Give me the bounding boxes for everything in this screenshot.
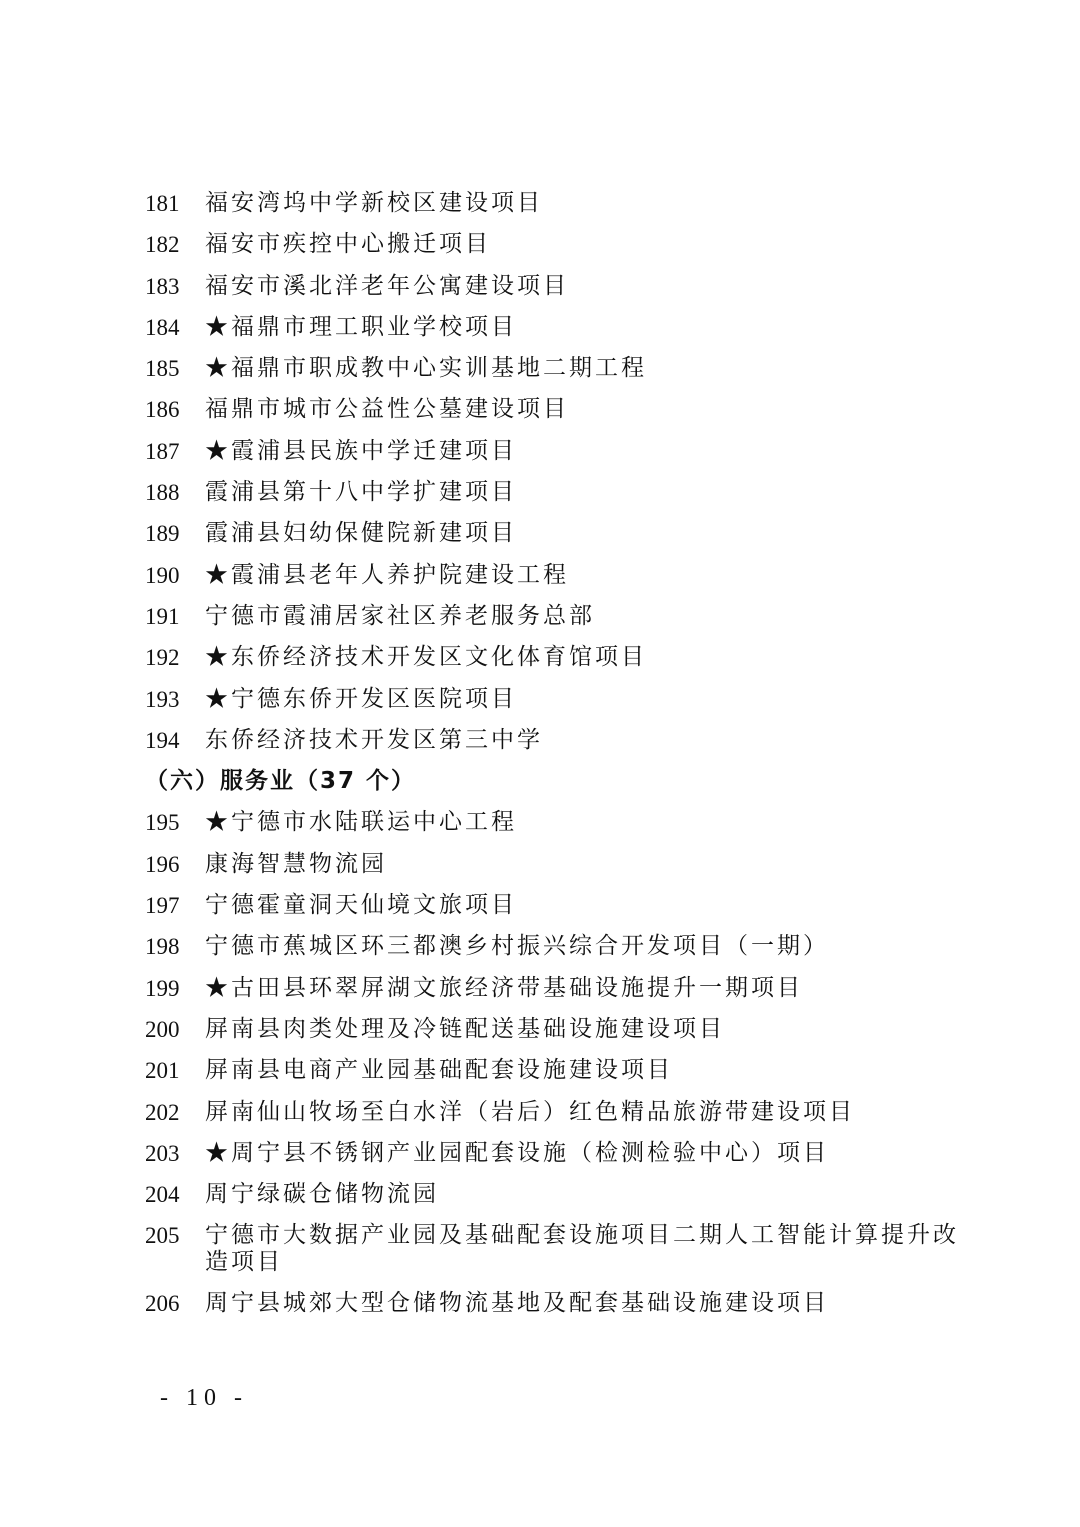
item-number: 182 xyxy=(145,232,180,258)
list-item xyxy=(145,389,965,430)
item-number: 195 xyxy=(145,810,180,836)
list-item xyxy=(145,1050,965,1091)
list-item xyxy=(145,555,965,596)
list-item xyxy=(145,266,965,307)
item-title: 福安市溪北洋老年公寓建设项目 xyxy=(205,272,569,299)
item-title: 福鼎市城市公益性公墓建设项目 xyxy=(205,396,569,423)
list-item xyxy=(145,348,965,389)
list-item xyxy=(145,1283,965,1324)
item-title: ★宁德东侨开发区医院项目 xyxy=(205,685,517,712)
item-number: 190 xyxy=(145,562,180,588)
item-title: ★福鼎市理工职业学校项目 xyxy=(205,313,517,340)
item-title: 霞浦县妇幼保健院新建项目 xyxy=(205,520,517,547)
item-number: 189 xyxy=(145,521,180,547)
item-title: 东侨经济技术开发区第三中学 xyxy=(205,726,543,753)
item-title: ★古田县环翠屏湖文旅经济带基础设施提升一期项目 xyxy=(205,974,803,1001)
list-item xyxy=(145,1215,965,1283)
item-title: ★东侨经济技术开发区文化体育馆项目 xyxy=(205,644,647,671)
list-item xyxy=(145,183,965,224)
item-title: 宁德市蕉城区环三都澳乡村振兴综合开发项目（一期） xyxy=(205,933,829,960)
list-item xyxy=(145,926,965,967)
item-title: 霞浦县第十八中学扩建项目 xyxy=(205,479,517,506)
item-title: 屏南县肉类处理及冷链配送基础设施建设项目 xyxy=(205,1015,725,1042)
item-number: 203 xyxy=(145,1140,180,1166)
list-item xyxy=(145,513,965,554)
item-title: ★福鼎市职成教中心实训基地二期工程 xyxy=(205,355,647,382)
item-title: 宁德霍童洞天仙境文旅项目 xyxy=(205,892,517,919)
item-title: ★霞浦县老年人养护院建设工程 xyxy=(205,561,569,588)
list-item xyxy=(145,844,965,885)
list-item xyxy=(145,679,965,720)
project-list xyxy=(145,183,965,1325)
item-number: 196 xyxy=(145,851,180,877)
item-number: 205 xyxy=(145,1223,180,1249)
item-number: 197 xyxy=(145,893,180,919)
project-list-group-education xyxy=(145,183,965,761)
item-number: 188 xyxy=(145,480,180,506)
item-title: 福安市疾控中心搬迁项目 xyxy=(205,231,491,258)
item-title: ★周宁县不锈钢产业园配套设施（检测检验中心）项目 xyxy=(205,1139,829,1166)
list-item xyxy=(145,307,965,348)
item-number: 193 xyxy=(145,686,180,712)
list-item xyxy=(145,802,965,843)
item-title: 宁德市大数据产业园及基础配套设施项目二期人工智能计算提升改造项目 xyxy=(205,1222,959,1276)
item-number: 201 xyxy=(145,1058,180,1084)
list-item xyxy=(145,431,965,472)
list-item xyxy=(145,968,965,1009)
item-number: 186 xyxy=(145,397,180,423)
item-title: 屏南仙山牧场至白水洋（岩后）红色精品旅游带建设项目 xyxy=(205,1098,855,1125)
item-number: 191 xyxy=(145,603,180,629)
item-number: 183 xyxy=(145,273,180,299)
item-number: 202 xyxy=(145,1099,180,1125)
item-title: 屏南县电商产业园基础配套设施建设项目 xyxy=(205,1057,673,1084)
item-number: 206 xyxy=(145,1291,180,1317)
page-number: - 10 - xyxy=(160,1385,248,1411)
list-item xyxy=(145,885,965,926)
project-list-group-services xyxy=(145,802,965,1324)
item-title: ★宁德市水陆联运中心工程 xyxy=(205,809,517,836)
item-title: ★霞浦县民族中学迁建项目 xyxy=(205,437,517,464)
item-title: 福安湾坞中学新校区建设项目 xyxy=(205,190,543,216)
item-number: 184 xyxy=(145,314,180,340)
item-number: 198 xyxy=(145,934,180,960)
item-number: 194 xyxy=(145,727,180,753)
list-item xyxy=(145,637,965,678)
item-number: 199 xyxy=(145,975,180,1001)
list-item xyxy=(145,720,965,761)
item-number: 192 xyxy=(145,645,180,671)
item-number: 187 xyxy=(145,438,180,464)
item-number: 200 xyxy=(145,1016,180,1042)
list-item xyxy=(145,1174,965,1215)
item-number: 181 xyxy=(145,191,180,216)
item-number: 185 xyxy=(145,356,180,382)
list-item xyxy=(145,224,965,265)
item-title: 宁德市霞浦居家社区养老服务总部 xyxy=(205,602,595,629)
item-title: 周宁县城郊大型仓储物流基地及配套基础设施建设项目 xyxy=(205,1290,829,1317)
list-item xyxy=(145,596,965,637)
section-heading-services: （六）服务业（37 个） xyxy=(145,768,417,795)
list-item xyxy=(145,1092,965,1133)
list-item xyxy=(145,1133,965,1174)
item-title: 周宁绿碳仓储物流园 xyxy=(205,1181,439,1208)
item-title: 康海智慧物流园 xyxy=(205,850,387,877)
list-item xyxy=(145,472,965,513)
list-item xyxy=(145,1009,965,1050)
item-number: 204 xyxy=(145,1182,180,1208)
